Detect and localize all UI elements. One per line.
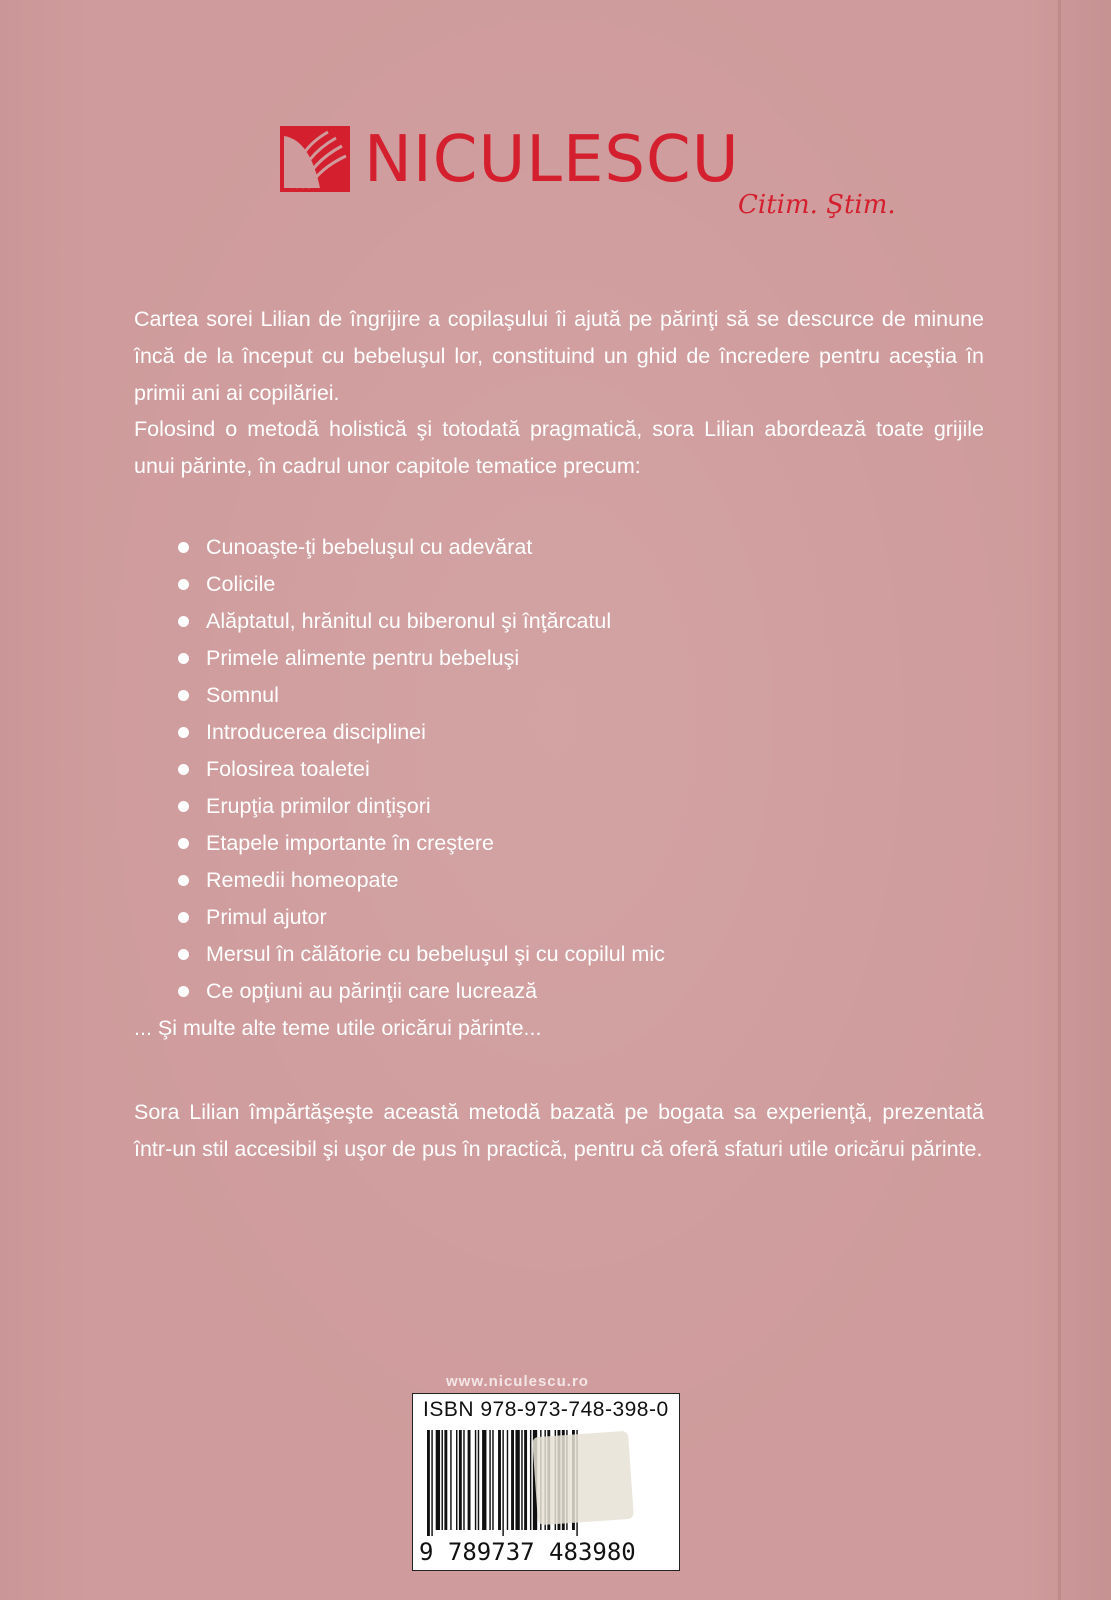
list-item: Etapele importante în creştere — [180, 825, 984, 862]
list-item: Folosirea toaletei — [180, 751, 984, 788]
list-item: Introducerea disciplinei — [180, 714, 984, 751]
publisher-tagline: Citim. Ştim. — [738, 190, 896, 220]
list-item: Ce opţiuni au părinţii care lucrează — [180, 973, 984, 1010]
list-item: Colicile — [180, 566, 984, 603]
list-item: Remedii homeopate — [180, 862, 984, 899]
isbn-barcode-box — [412, 1393, 680, 1571]
publisher-website: www.niculescu.ro — [446, 1373, 589, 1390]
closing-line: ... Şi multe alte teme utile oricărui părinte... — [134, 1015, 542, 1040]
publisher-name: NICULESCU — [364, 123, 740, 197]
list-item: Erupţia primilor dinţişori — [180, 788, 984, 825]
sticker-residue — [532, 1431, 634, 1525]
book-pages-icon — [280, 126, 350, 192]
back-cover-text — [134, 301, 984, 1167]
list-item: Primul ajutor — [180, 899, 984, 936]
list-item: Alăptatul, hrănitul cu biberonul şi înţărcatul — [180, 603, 984, 640]
topics-list — [134, 529, 984, 1010]
barcode-digits: 9 789737 483980 — [419, 1538, 636, 1566]
list-item: Mersul în călătorie cu bebeluşul şi cu copilul mic — [180, 936, 984, 973]
list-item: Cunoaşte-ţi bebeluşul cu adevărat — [180, 529, 984, 566]
description-paragraph-1: Cartea sorei Lilian de îngrijire a copilaşului îi ajută pe părinţi să se descurce de minune încă de la început cu bebeluşul lor, constituind un ghid de încredere pentru aceştia în primii ani ai copilăriei. — [134, 307, 984, 405]
isbn-label: ISBN 978-973-748-398-0 — [423, 1398, 669, 1421]
list-item: Primele alimente pentru bebeluşi — [180, 640, 984, 677]
list-item: Somnul — [180, 677, 984, 714]
publisher-logo — [280, 118, 896, 228]
cover-fold-line — [1058, 0, 1061, 1600]
description-paragraph-3: Sora Lilian împărtăşeşte această metodă bazată pe bogata sa experienţă, prezentată într-un stil accesibil şi uşor de pus în practică, pentru că oferă sfaturi utile oricărui părinte. — [134, 1099, 984, 1161]
description-paragraph-2: Folosind o metodă holistică şi totodată pragmatică, sora Lilian abordează toate grijile unui părinte, în cadrul unor capitole tematice precum: — [134, 417, 984, 479]
